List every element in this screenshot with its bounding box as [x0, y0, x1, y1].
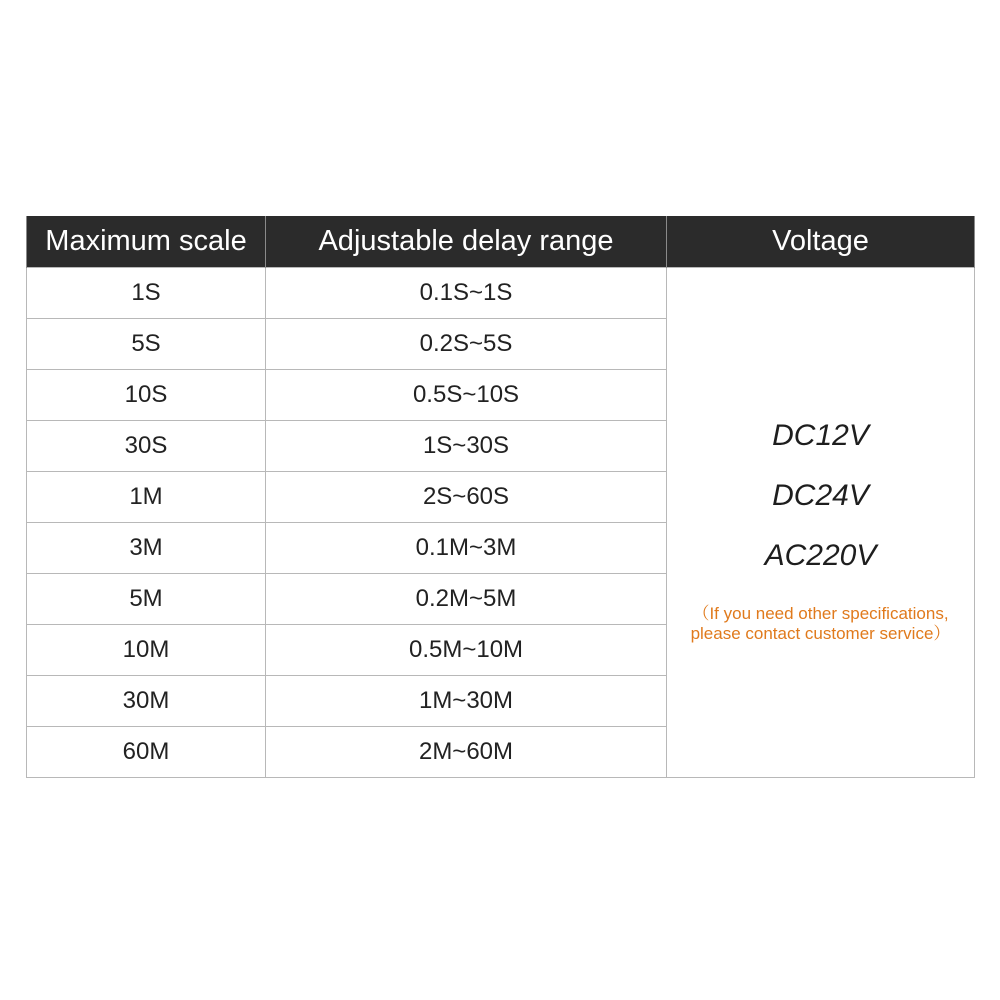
- table-row: [27, 268, 975, 319]
- cell-maximum-scale: 30M: [27, 676, 266, 727]
- cell-maximum-scale: 30S: [27, 421, 266, 472]
- cell-delay-range: 0.5M~10M: [266, 625, 667, 676]
- cell-delay-range: 0.1S~1S: [266, 268, 667, 319]
- header-delay-range: Adjustable delay range: [266, 216, 667, 268]
- voltage-note-line: （If you need other specifications,: [692, 603, 949, 623]
- header-maximum-scale: Maximum scale: [27, 216, 266, 268]
- cell-delay-range: 0.2S~5S: [266, 319, 667, 370]
- voltage-option: DC24V: [772, 478, 869, 512]
- cell-delay-range: 1S~30S: [266, 421, 667, 472]
- cell-delay-range: 0.5S~10S: [266, 370, 667, 421]
- cell-maximum-scale: 60M: [27, 727, 266, 778]
- cell-delay-range: 1M~30M: [266, 676, 667, 727]
- cell-delay-range: 0.2M~5M: [266, 574, 667, 625]
- cell-maximum-scale: 1S: [27, 268, 266, 319]
- cell-delay-range: 2M~60M: [266, 727, 667, 778]
- voltage-option: DC12V: [772, 418, 869, 452]
- header-voltage: Voltage: [667, 216, 975, 268]
- cell-maximum-scale: 1M: [27, 472, 266, 523]
- spec-table: [26, 216, 975, 778]
- voltage-cell: [667, 268, 975, 778]
- cell-maximum-scale: 10M: [27, 625, 266, 676]
- table-header: [27, 216, 975, 268]
- voltage-note: [691, 604, 951, 644]
- voltage-note-line: please contact customer service）: [690, 623, 951, 643]
- cell-maximum-scale: 3M: [27, 523, 266, 574]
- voltage-option: AC220V: [764, 538, 877, 572]
- table-body: [27, 268, 975, 778]
- cell-maximum-scale: 10S: [27, 370, 266, 421]
- voltage-block: [667, 402, 974, 644]
- cell-maximum-scale: 5S: [27, 319, 266, 370]
- cell-maximum-scale: 5M: [27, 574, 266, 625]
- header-row: [27, 216, 975, 268]
- cell-delay-range: 0.1M~3M: [266, 523, 667, 574]
- cell-delay-range: 2S~60S: [266, 472, 667, 523]
